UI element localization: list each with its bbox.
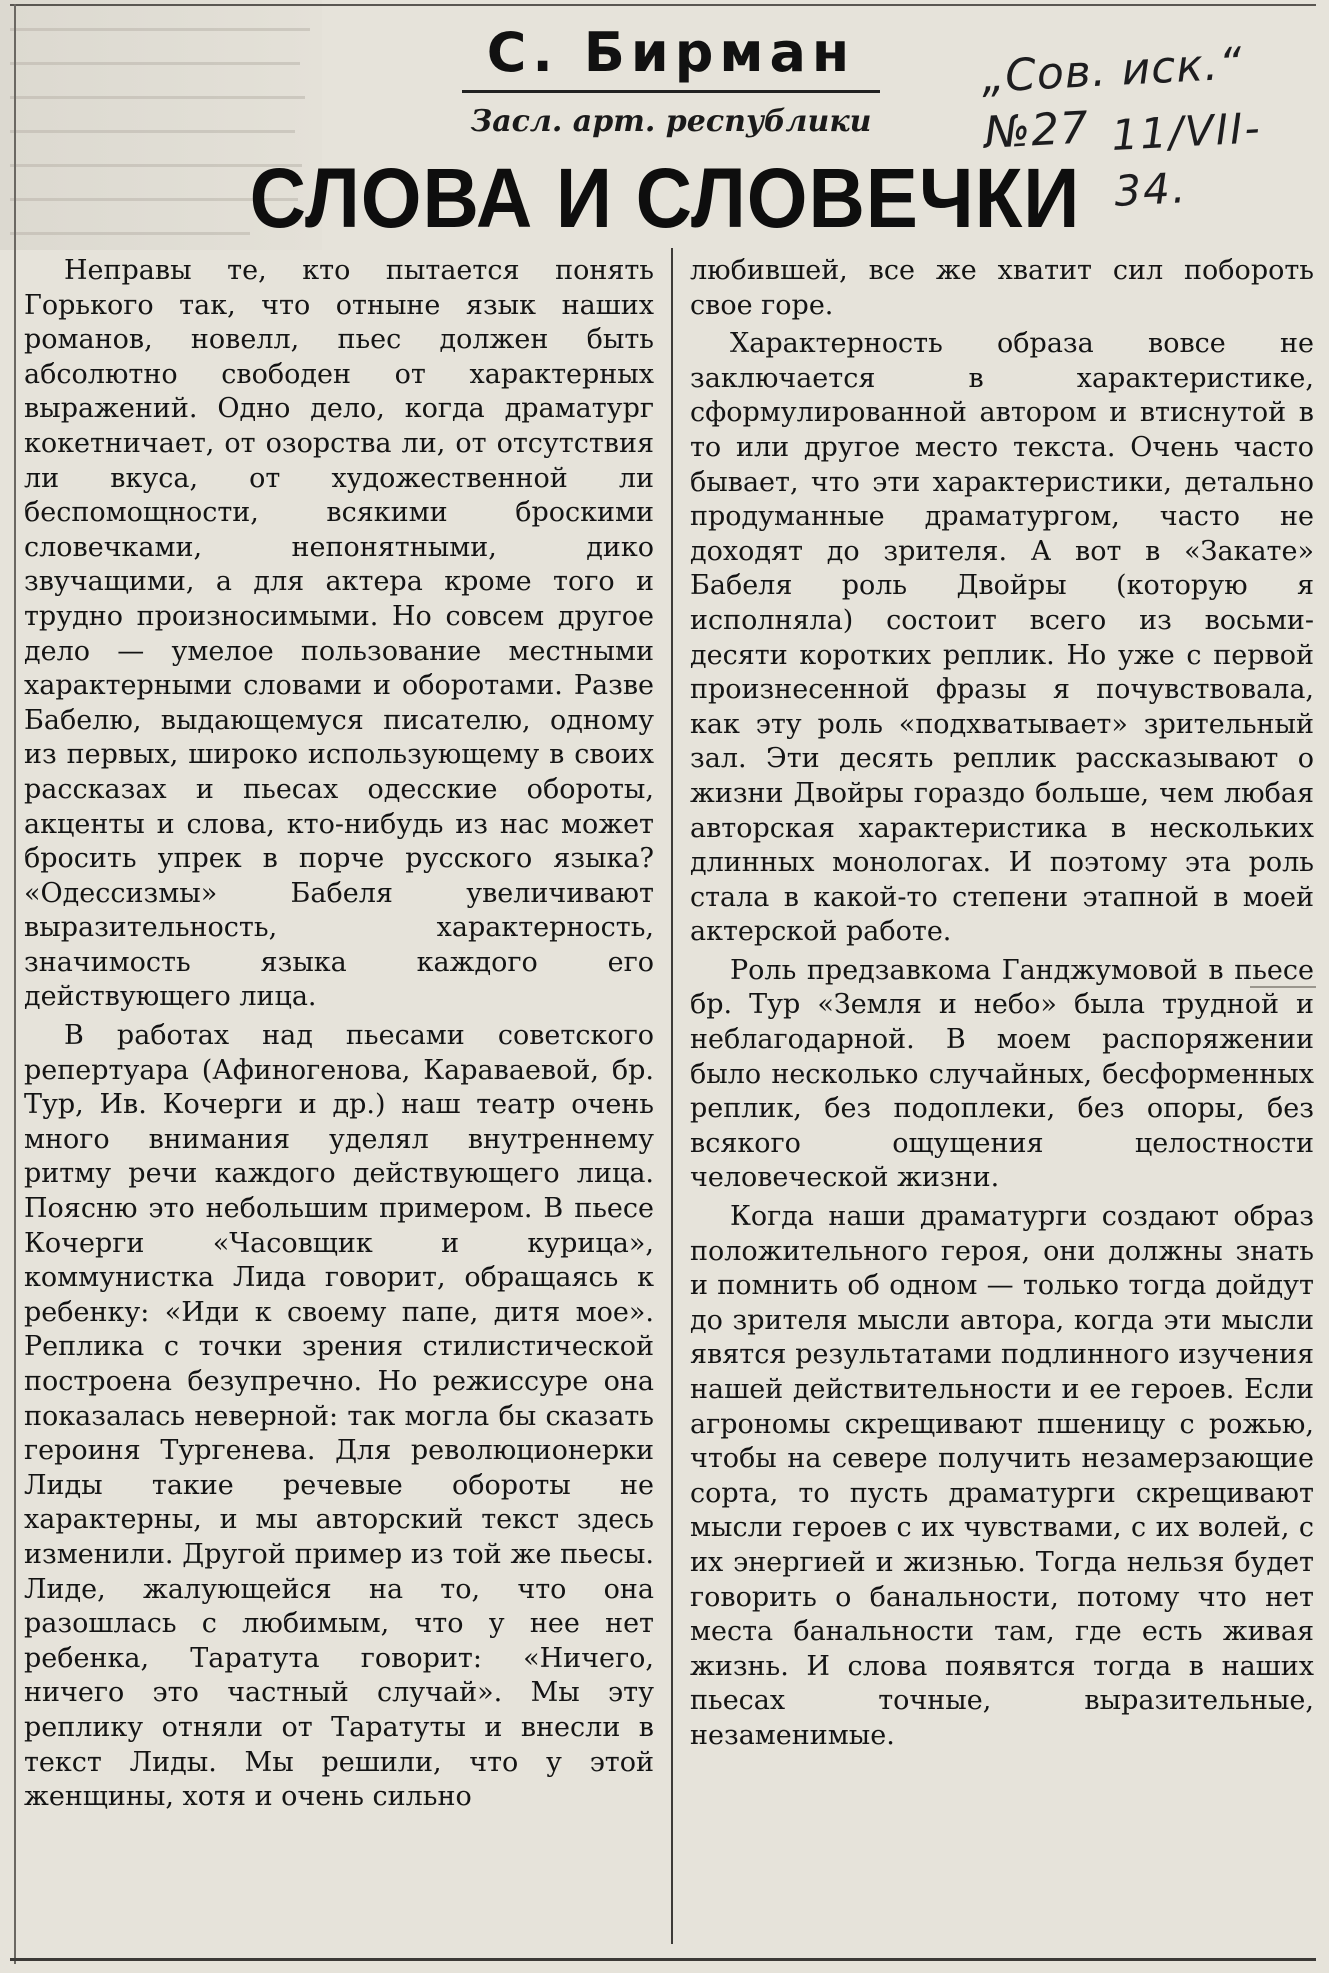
author-underline: [462, 90, 880, 93]
paragraph: Роль предзавкома Ганджумовой в пьесе бр. Тур «Земля и небо» была трудной и неблагодарной. В моем распоряжении было несколько случайных, бесформенных реплик, без подоплеки, без опоры, без всякого ощущения целостности человеческой жизни.: [690, 954, 1314, 1194]
bleed-line: [10, 130, 295, 133]
column-divider: [671, 248, 673, 1944]
handwritten-source-note: „Сов. иск.“ №27: [980, 38, 1244, 159]
author-name: С. Бирман: [486, 21, 856, 84]
bleed-line: [10, 28, 310, 31]
stray-print-mark: [1250, 986, 1316, 988]
paragraph: Неправы те, кто пытается понять Горького так, что отныне язык наших романов, новелл, пьес должен быть абсолютно свободен от характерных выражений. Одно дело, когда драматург кокетничает, от озорства ли, от отсутствия ли вкуса, от художественной ли беспомощности, всякими броскими словечками, непонятными, дико звучащими, а для актера кроме того и трудно произносимыми. Но совсем другое дело — умелое пользование местными характерными словами и оборотами. Разве Бабелю, выдающемуся писателю, одному из первых, широко использующему в своих рассказах и пьесах одесские обороты, акценты и слова, кто-нибудь из нас может бросить упрек в порче русского языка? «Одессизмы» Бабеля увеличивают выразительность, характерность, значимость языка каждого его действующего лица.: [24, 255, 654, 1013]
bleed-line: [10, 96, 305, 99]
frame-bottom-rule: [10, 1958, 1316, 1961]
handwritten-date-note: 11/VII-34.: [1110, 103, 1263, 216]
text-column-left: [24, 254, 654, 1815]
paragraph: Когда наши драматурги создают образ положительного героя, они должны знать и помнить об одном — только тогда дойдут до зрителя мысли автора, когда эти мысли явятся результатами подлинного изучения нашей действительности и ее героев. Если агрономы скрещивают пшеницу с рожью, чтобы на севере получить незамерзающие сорта, то пусть драматурги скрещивают мысли героев с их чувствами, с их волей, с их энергией и жизнью. Тогда нельзя будет говорить о банальности, потому что нет места банальности там, где есть живая жизнь. И слова появятся тогда в наших пьесах точные, выразительные, незаменимые.: [690, 1201, 1314, 1751]
frame-left-rule: [14, 4, 16, 1964]
text-column-right: [690, 254, 1314, 1754]
bleed-line: [10, 62, 300, 65]
frame-top-rule: [10, 4, 1316, 6]
paragraph: Характерность образа вовсе не заключается в характеристике, сформулированной автором и втиснутой в то или другое место текста. Очень часто бывает, что эти характеристики, детально продуманные драматургом, часто не доходят до зрителя. А вот в «Закате» Бабеля роль Двойры (которую я исполняла) состоит всего из восьми-десяти коротких реплик. Но уже с первой произнесенной фразы я почувствовала, как эту роль «подхватывает» зрительный зал. Эти десять реплик рассказывают о жизни Двойры гораздо больше, чем любая авторская характеристика в нескольких длинных монологах. И поэтому эта роль стала в какой-то степени этапной в моей актерской работе.: [690, 328, 1314, 948]
author-title: Засл. арт. республики: [470, 104, 872, 139]
paragraph: В работах над пьесами советского репертуара (Афиногенова, Караваевой, бр. Тур, Ив. Кочерги и др.) наш театр очень много внимания уделял внутреннему ритму речи каждого действующего лица. Поясню это небольшим примером. В пьесе Кочерги «Часовщик и курица», коммунистка Лида говорит, обращаясь к ребенку: «Иди к своему папе, дитя мое». Реплика с точки зрения стилистической построена безупречно. Но режиссуре она показалась неверной: так могла бы сказать героиня Тургенева. Для революционерки Лиды такие речевые обороты не характерны, и мы авторский текст здесь изменили. Другой пример из той же пьесы. Лиде, жалующейся на то, что она разошлась с любимым, что у нее нет ребенка, Таратута говорит: «Ничего, ничего это частный случай». Мы эту реплику отняли от Таратуты и внесли в текст Лиды. Мы решили, что у этой женщины, хотя и очень сильно: [24, 1020, 654, 1813]
headline: СЛОВА И СЛОВЕЧКИ: [249, 151, 1081, 245]
paragraph-continuation: любившей, все же хватит сил побороть свое горе.: [690, 255, 1314, 321]
